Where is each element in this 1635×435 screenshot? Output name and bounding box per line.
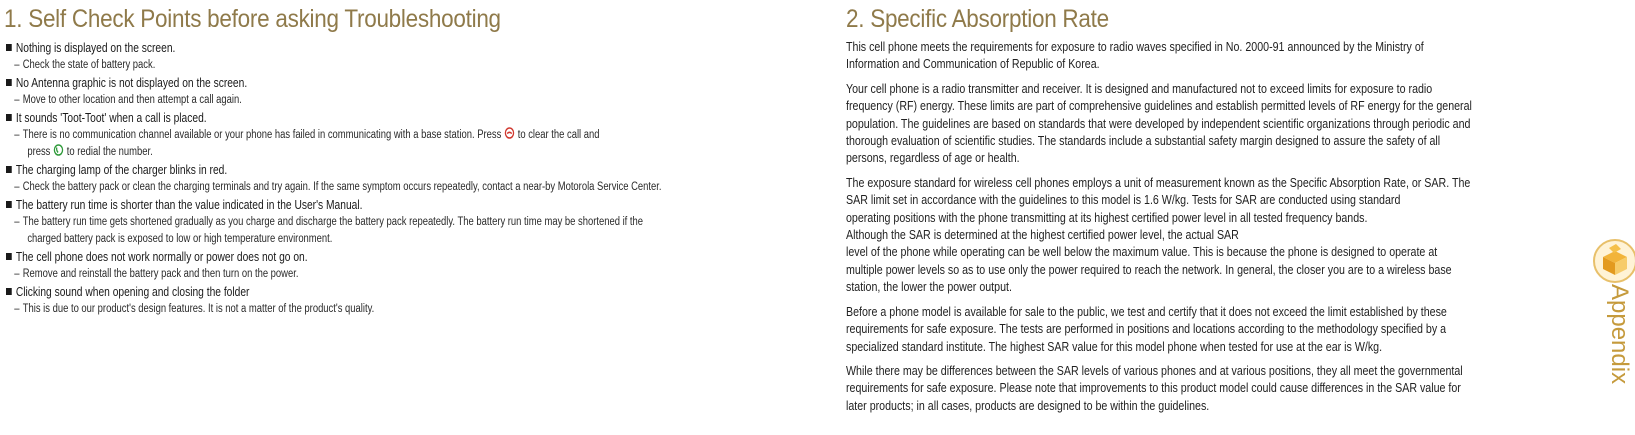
paragraph-line: thorough evaluation of scientific studies. The standards include a substantial safety margin designed to assure the safety of all bbox=[846, 133, 1441, 149]
bullet-icon bbox=[6, 166, 12, 173]
send-key-icon bbox=[54, 144, 64, 156]
bullet-icon bbox=[6, 114, 12, 121]
item-answer: Check the battery pack or clean the charging terminals and try again. If the same symptom occurs repeatedly, contact a near-by Motorola Service Center. bbox=[22, 181, 662, 193]
item-question: The battery run time is shorter than the value indicated in the User's Manual. bbox=[15, 198, 363, 212]
paragraph-line: This cell phone meets the requirements for exposure to radio waves specified in No. 2000-91 announced by the Ministry of bbox=[846, 39, 1424, 54]
list-item: Nothing is displayed on the screen. – Check the state of battery pack. bbox=[6, 39, 805, 74]
paragraph-line: operating positions with the phone transmitting at its highest certified power level in all tested frequency bands. bbox=[846, 209, 1368, 225]
item-question: Nothing is displayed on the screen. bbox=[15, 41, 176, 55]
paragraph-line: The exposure standard for wireless cell phones employs a unit of measurement known as the Specific Absorption Rate, or SAR. The bbox=[846, 174, 1471, 190]
paragraph-line: requirements for safe exposure. Please note that improvements to this product model could cause differences in the SAR value for bbox=[846, 380, 1461, 396]
list-item: Clicking sound when opening and closing the folder – This is due to our product's design features. It is not a matter of the product's quality. bbox=[6, 283, 805, 318]
item-answer: This is due to our product's design features. It is not a matter of the product's quality. bbox=[22, 303, 375, 315]
sar-paragraph bbox=[846, 303, 1559, 355]
item-answer-cont-post: to redial the number. bbox=[66, 146, 153, 158]
paragraph-line: persons, regardless of age or health. bbox=[846, 150, 1020, 166]
bullet-icon bbox=[6, 288, 12, 295]
item-question: The charging lamp of the charger blinks in red. bbox=[15, 163, 228, 177]
list-item: The charging lamp of the charger blinks in red. – Check the battery pack or clean the charging terminals and try again. If the same symptom occurs repeatedly, contact a near-by Motorola Service Center. bbox=[6, 161, 805, 196]
paragraph-line: level of the phone while operating can be well below the maximum value. This is because the phone is designed to operate at bbox=[846, 244, 1438, 260]
paragraph-line: frequency (RF) energy. These limits are part of comprehensive guidelines and establish permitted levels of RF energy for the general bbox=[846, 98, 1472, 114]
paragraph-line: station, the lower the power output. bbox=[846, 279, 1012, 295]
troubleshooting-list bbox=[6, 39, 805, 318]
list-item: The battery run time is shorter than the value indicated in the User's Manual. – The battery run time gets shortened gradually as you charge and discharge the battery pack repeatedly. The battery run time may be shortened if the charged battery pack is exposed to low or high temperature environment. bbox=[6, 196, 805, 248]
list-item: The cell phone does not work normally or power does not go on. – Remove and reinstall the battery pack and then turn on the power. bbox=[6, 248, 805, 283]
list-item: It sounds 'Toot-Toot' when a call is placed. – There is no communication channel available or your phone has failed in communicating with a base station. Press to clear the call and press to redial the number. bbox=[6, 109, 805, 161]
sar-paragraph bbox=[846, 174, 1559, 296]
item-answer-cont: press bbox=[27, 146, 51, 158]
appendix-tab[interactable] bbox=[1606, 284, 1633, 394]
item-answer-cont: charged battery pack is exposed to low or high temperature environment. bbox=[27, 233, 333, 245]
bullet-icon bbox=[6, 201, 12, 208]
section-title-sar: 2. Specific Absorption Rate bbox=[846, 5, 1109, 33]
item-question: Clicking sound when opening and closing the folder bbox=[15, 285, 250, 299]
item-answer: Check the state of battery pack. bbox=[22, 59, 156, 71]
bullet-icon bbox=[6, 253, 12, 260]
paragraph-line: While there may be differences between the SAR levels of various phones and at various positions, they all meet the governmental bbox=[846, 362, 1463, 378]
paragraph-line: population. The guidelines are based on standards that were developed by independent scientific organizations through periodic and bbox=[846, 115, 1471, 131]
section-title-troubleshooting: 1. Self Check Points before asking Troubleshooting bbox=[4, 5, 501, 33]
paragraph-line: Before a phone model is available for sale to the public, we test and certify that it does not exceed the limit established by these bbox=[846, 303, 1447, 319]
item-question: The cell phone does not work normally or power does not go on. bbox=[15, 250, 308, 264]
appendix-label: Appendix bbox=[1606, 284, 1633, 385]
paragraph-line: multiple power levels so as to use only the power required to reach the network. In general, the closer you are to a wireless base bbox=[846, 261, 1452, 277]
bullet-icon bbox=[6, 79, 12, 86]
paragraph-line: Information and Communication of Republic of Korea. bbox=[846, 56, 1100, 72]
paragraph-line: SAR limit set in accordance with the guidelines to this model is 1.6 W/kg. Tests for SAR are conducted using standard bbox=[846, 192, 1401, 208]
bullet-icon bbox=[6, 44, 12, 51]
sar-paragraphs bbox=[846, 38, 1559, 421]
sar-paragraph bbox=[846, 38, 1559, 73]
paragraph-line: specialized standard institute. The highest SAR value for this model phone when tested for use at the ear is W/kg. bbox=[846, 338, 1383, 354]
paragraph-line: Your cell phone is a radio transmitter and receiver. It is designed and manufactured not to exceed limits for exposure to radio bbox=[846, 80, 1433, 96]
item-answer: The battery run time gets shortened gradually as you charge and discharge the battery pack repeatedly. The battery run time may be shortened if the bbox=[22, 216, 644, 228]
item-answer-mid: to clear the call and bbox=[517, 129, 600, 141]
end-key-icon bbox=[505, 127, 515, 139]
paragraph-line: Although the SAR is determined at the highest certified power level, the actual SAR bbox=[846, 227, 1239, 243]
paragraph-line: later products; in all cases, products are designed to be within the guidelines. bbox=[846, 397, 1210, 413]
item-answer: Move to other location and then attempt a call again. bbox=[22, 94, 242, 106]
box-icon bbox=[1592, 238, 1635, 284]
sar-paragraph bbox=[846, 362, 1559, 414]
item-answer: Remove and reinstall the battery pack and then turn on the power. bbox=[22, 268, 299, 280]
sar-paragraph bbox=[846, 80, 1559, 167]
item-answer: There is no communication channel available or your phone has failed in communicating with a base station. Press bbox=[22, 129, 502, 141]
list-item: No Antenna graphic is not displayed on the screen. – Move to other location and then attempt a call again. bbox=[6, 74, 805, 109]
paragraph-line: requirements for safe exposure. The tests are performed in positions and locations according to the methodology specified by a bbox=[846, 321, 1447, 337]
item-question: It sounds 'Toot-Toot' when a call is placed. bbox=[15, 111, 207, 125]
item-question: No Antenna graphic is not displayed on the screen. bbox=[15, 76, 248, 90]
